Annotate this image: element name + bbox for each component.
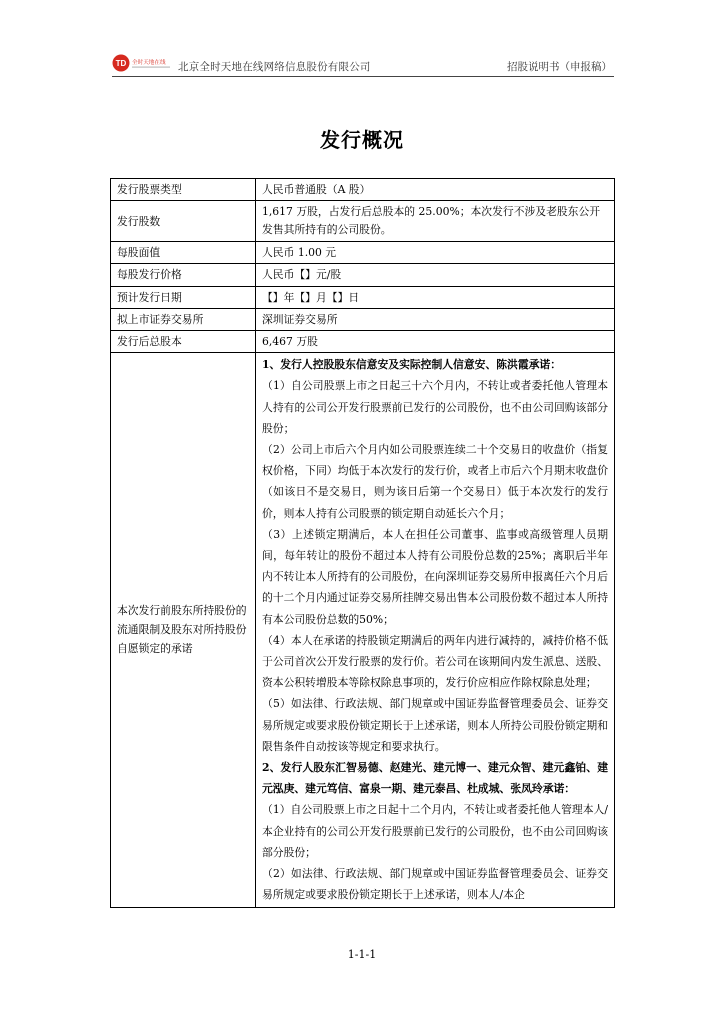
commitment-paragraph: （2）如法律、行政法规、部门规章或中国证券监督管理委员会、证券交易所规定或要求股份锁定期长于上述承诺，则本人/本企 [262, 867, 608, 902]
row-value: 6,467 万股 [256, 331, 615, 353]
table-row [111, 353, 615, 907]
row-label: 发行后总股本 [111, 331, 256, 353]
row-label: 每股发行价格 [111, 264, 256, 286]
table-row [111, 308, 615, 330]
commitment-paragraph: （4）本人在承诺的持股锁定期满后的两年内进行减持的，减持价格不低于公司首次公开发行股票的发行价。若公司在该期间内发生派息、送股、资本公积转增股本等除权除息事项的，发行价应相应作除权除息处理； [262, 633, 608, 690]
logo-mark-text: TD [115, 59, 127, 69]
row-label: 预计发行日期 [111, 286, 256, 308]
row-label: 拟上市证券交易所 [111, 308, 256, 330]
row-label: 发行股数 [111, 201, 256, 242]
row-value: 人民币【】元/股 [256, 264, 615, 286]
logo-caption: 全时天地在线 [132, 60, 166, 66]
table-row [111, 179, 615, 201]
commitment-heading: 2、发行人股东汇智易德、赵建光、建元博一、建元众智、建元鑫铂、建元泓庚、建元笃信、富泉一期、建元泰昌、杜成城、张凤玲承诺： [262, 761, 608, 796]
commitment-paragraph: （3）上述锁定期满后，本人在担任公司董事、监事或高级管理人员期间，每年转让的股份不超过本人持有公司股份总数的25%；离职后半年内不转让本人所持有的公司股份，在向深圳证券交易所申报离任六个月后的十二个月内通过证券交易所挂牌交易出售本公司股份数不超过本人所持有本公司股份总数的50%； [262, 527, 608, 626]
row-label: 本次发行前股东所持股份的流通限制及股东对所持股份自愿锁定的承诺 [111, 353, 256, 907]
table-row [111, 286, 615, 308]
company-logo [112, 54, 174, 72]
commitment-text [256, 353, 615, 907]
row-label: 发行股票类型 [111, 179, 256, 201]
page-header [112, 50, 614, 77]
page-title: 发行概况 [320, 128, 404, 152]
row-value: 深圳证券交易所 [256, 308, 615, 330]
table-row [111, 242, 615, 264]
row-value: 人民币 1.00 元 [256, 242, 615, 264]
row-value: 人民币普通股（A 股） [256, 179, 615, 201]
commitment-paragraph: （1）自公司股票上市之日起三十六个月内，不转让或者委托他人管理本人持有的公司公开发行股票前已发行的公司股份，也不由公司回购该部分股份； [262, 379, 608, 435]
page-number: 1-1-1 [347, 948, 377, 961]
commitment-heading: 1、发行人控股股东信意安及实际控制人信意安、陈洪霞承诺： [262, 358, 562, 372]
offering-overview-table [110, 178, 615, 908]
commitment-paragraph: （5）如法律、行政法规、部门规章或中国证券监督管理委员会、证券交易所规定或要求股份锁定期长于上述承诺，则本人所持公司股份锁定期和限售条件自动按该等规定和要求执行。 [262, 697, 608, 753]
table-row [111, 264, 615, 286]
row-value: 【】年【】月【】日 [256, 286, 615, 308]
table-row [111, 331, 615, 353]
table-row [111, 201, 615, 242]
row-label: 每股面值 [111, 242, 256, 264]
company-name: 北京全时天地在线网络信息股份有限公司 [178, 61, 371, 73]
commitment-paragraph: （1）自公司股票上市之日起十二个月内，不转让或者委托他人管理本人/本企业持有的公司公开发行股票前已发行的公司股份，也不由公司回购该部分股份； [262, 803, 608, 859]
document-title: 招股说明书（申报稿） [507, 61, 612, 73]
commitment-paragraph: （2）公司上市后六个月内如公司股票连续二十个交易日的收盘价（指复权价格，下同）均低于本次发行的发行价，或者上市后六个月期末收盘价（如该日不是交易日，则为该日后第一个交易日）低于本次发行的发行价，则本人持有公司股票的锁定期自动延长六个月； [262, 443, 608, 520]
row-value: 1,617 万股，占发行后总股本的 25.00%；本次发行不涉及老股东公开发售其所持有的公司股份。 [256, 201, 615, 242]
